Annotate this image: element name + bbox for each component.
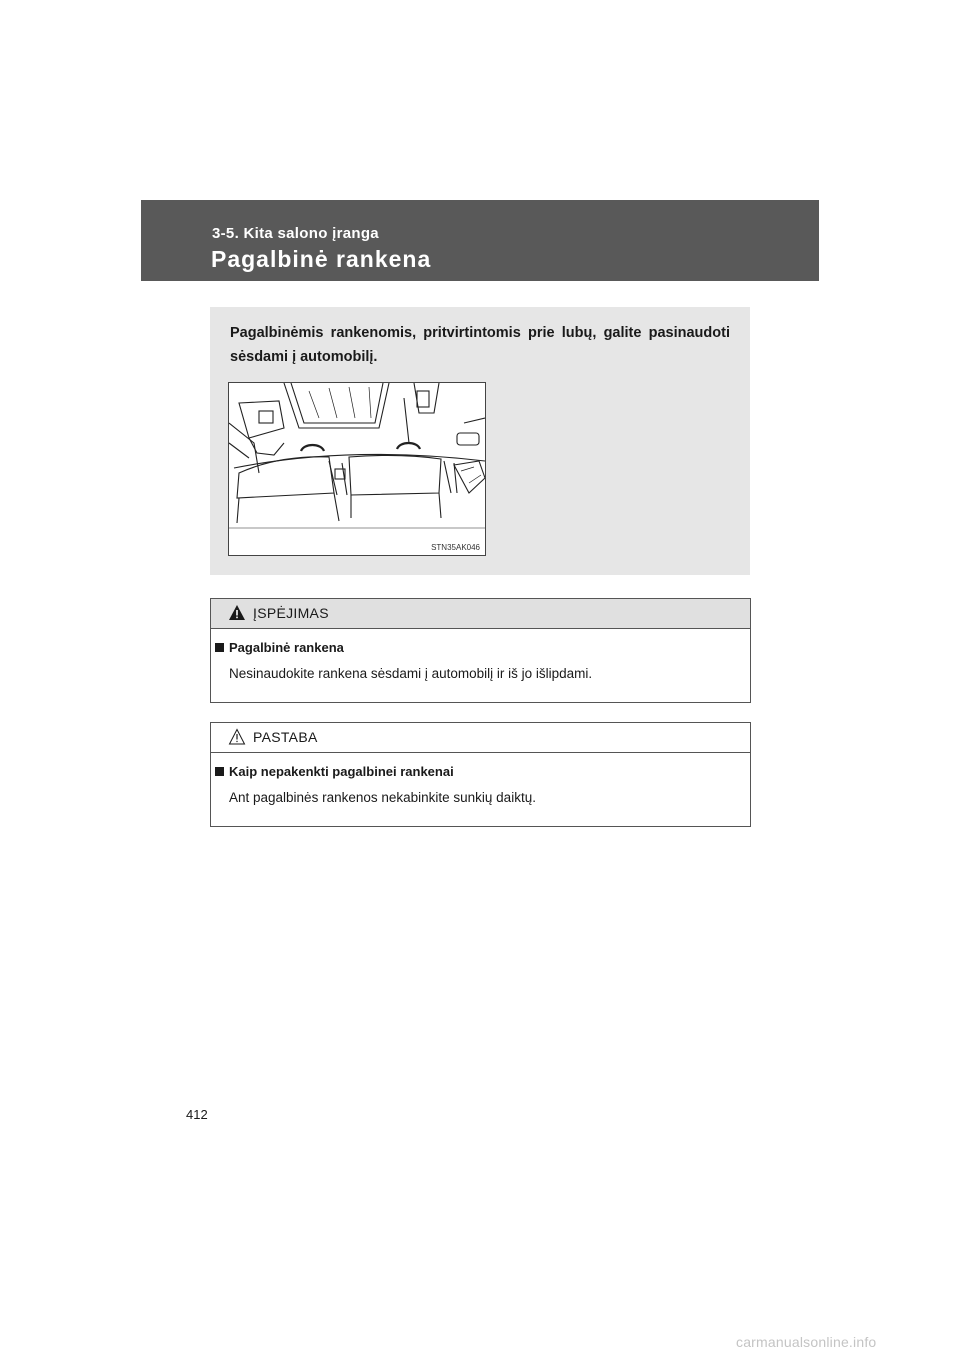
caution-body: Ant pagalbinės rankenos nekabinkite sunkių daiktų. — [229, 790, 536, 805]
caution-header — [211, 723, 750, 753]
warning-box — [210, 598, 751, 703]
caution-triangle-icon — [228, 728, 246, 745]
car-interior-drawing — [229, 383, 485, 555]
warning-body: Nesinaudokite rankena sėsdami į automobilį ir iš jo išlipdami. — [229, 666, 593, 681]
caution-box — [210, 722, 751, 827]
square-bullet-icon — [215, 643, 224, 652]
warning-triangle-icon — [228, 604, 246, 621]
square-bullet-icon — [215, 767, 224, 776]
intro-box — [210, 307, 750, 575]
watermark[interactable]: carmanualsonline.info — [736, 1334, 877, 1350]
section-label: 3-5. Kita salono įranga — [212, 225, 379, 242]
warning-title: ĮSPĖJIMAS — [253, 605, 329, 621]
warning-header — [211, 599, 750, 629]
caution-subtitle: Kaip nepakenkti pagalbinei rankenai — [229, 764, 454, 779]
page-title: Pagalbinė rankena — [211, 246, 432, 272]
warning-subtitle: Pagalbinė rankena — [229, 640, 344, 655]
intro-text: Pagalbinėmis rankenomis, pritvirtintomis prie lubų, galite pasinaudoti sėsdami į automobilį. — [230, 325, 730, 365]
caution-title: PASTABA — [253, 729, 318, 745]
grab-handle-illustration — [228, 382, 486, 556]
warning-subtitle-row — [215, 640, 344, 655]
figure-code: STN35AK046 — [431, 543, 480, 552]
caution-subtitle-row — [215, 764, 454, 779]
section-header — [141, 200, 819, 281]
page-number: 412 — [186, 1107, 208, 1122]
